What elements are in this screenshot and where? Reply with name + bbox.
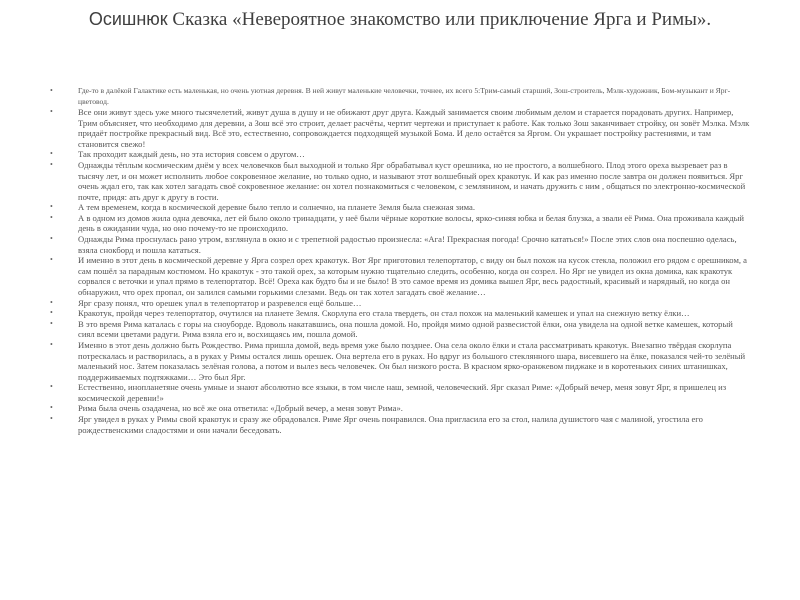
bullet-icon: • <box>50 340 53 350</box>
paragraph: • Естественно, инопланетяне очень умные и знают абсолютно все языки, в том числе наш, земной, человеческий. Ярг сказал Риме: «Добрый вечер, меня зовут Ярг, я пришелец из космической деревни!» <box>50 382 727 403</box>
page-title <box>40 6 760 33</box>
bullet-icon: • <box>50 403 53 413</box>
title-text: Сказка «Невероятное знакомство или приключение Ярга и Римы». <box>172 9 712 30</box>
paragraph: • Кракотук, пройдя через телепортатор, очутился на планете Земля. Скорлупа его стала твердеть, он стал похож на маленький камешек и упал на снежную ветку ёлки… <box>50 308 690 319</box>
paragraph: • Однажды тёплым космическим днём у всех человечков был выходной и только Ярг обрабатывал куст орешника, но не простого, а волшебного. Плод этого ореха вызревает раз в тысячу лет, и он может исполнить любое сокровенное желание, но только одно, и называют этот волшебный орех кракотук. И как раз именно после завтра он должен появиться. Ярг очень ждал его, так как хотел загадать своё сокровенное желание: он хотел познакомиться с человеком, с землянином, и начать дружить с ним , общаться по электронно-космической почте, придя: ать друг к другу в гости. <box>50 160 746 202</box>
bullet-icon: • <box>50 297 53 307</box>
paragraph: • А в одном из домов жила одна девочка, лет ей было около тринадцати, у неё были чёрные короткие волосы, ярко-синяя юбка и белая блузка, а звали её Рима. Она проживала каждый день в ожидании чуда, но оно почему-то не происходило. <box>50 212 744 234</box>
paragraph: • Ярг сразу понял, что орешек упал в телепортатор и разревелся ещё больше… <box>50 297 362 308</box>
paragraph: • Все они живут здесь уже много тысячелетий, живут душа в душу и не обижают друг друга. Каждый занимается своим любимым делом и старается порадовать других. Например, Трим объясняет, что необходимо для деревни, а Зош всё это строит, делает расчёты, чертит чертежи и приступает к работе. Как только Зош заканчивает стройку, он зовёт Мэлка. Мэлк придаёт постройке прекрасный вид. Всё это, естественно, сопровождается подходящей музыкой Бома. И дело остаётся за Яргом. Он украшает постройку растениями, и там становится свежо! <box>50 107 750 149</box>
bullet-icon: • <box>50 160 53 170</box>
bullet-icon: • <box>50 255 53 265</box>
title-author: Осишнюк <box>88 9 168 29</box>
paragraph: • В это время Рима каталась с горы на сноуборде. Вдоволь накатавшись, она пошла домой. Но, пройдя мимо одной развесистой ёлки, она увидела на одной ветке камешек, который сиял всеми цветами радуги. Рима взяла его и, восхищаясь им, пошла домой. <box>50 318 733 340</box>
story-body <box>48 86 750 435</box>
paragraph: • А тем временем, когда в космической деревне было тепло и солнечно, на планете Земля была снежная зима. <box>50 202 476 213</box>
paragraph: • Где-то в далёкой Галактике есть маленькая, но очень уютная деревня. В ней живут маленькие человечки, точнее, их всего 5:Трим-самый старший, Зош-строитель, Мэлк-художник, Бом-музыкант и Ярг-цветовод. <box>50 86 731 106</box>
bullet-icon: • <box>50 414 53 424</box>
paragraph: • Именно в этот день должно быть Рождество. Рима пришла домой, ведь время уже было позднее. Она села около ёлки и стала рассматривать кракотук. Внезапно твёрдая скорлупа потрескалась и растворилась, а в руках у Римы остался лишь орешек. Она вертела его в руках. Но вдруг из большого стеклянного шара, висевшего на ёлке, показался чей-то зелёный маленький нос. Затем показалась зелёная голова, а потом и вылез весь человечек. Он был низкого роста. В красном ярко-оранжевом пиджаке и в коротеньких синих штанишках, поддерживаемых подтяжками… Это был Ярг. <box>50 340 746 382</box>
paragraph: • Ярг увидел в руках у Римы свой кракотук и сразу же обрадовался. Риме Ярг очень понравился. Она пригласила его за стол, налила душистого чая с малиной, угостила его рождественскими сладостями и они начали беседовать. <box>50 414 703 435</box>
paragraph: • Рима была очень озадачена, но всё же она ответила: «Добрый вечер, а меня зовут Рима». <box>50 403 403 414</box>
paragraph: • И именно в этот день в космической деревне у Ярга созрел орех кракотук. Вот Ярг приготовил телепортатор, с виду он был похож на кусок стекла, положил его рядом с орешником, а сам пошёл за парадным костюмом. Но кракотук - это такой орех, за которым нужно тщательно следить, особенно, когда он созрел. Но Ярг не увидел из окна домика, как кракотук сорвался с веточки и упал прямо в телепортатор. Всё! Ореха как будто бы и не было! В это самое время из домика вышел Ярг, весь радостный, красивый и нарядный, но когда он обнаружил, что орех пропал, он залился самыми горькими слезами. Ведь он так хотел загадать своё желание… <box>50 255 747 297</box>
bullet-icon: • <box>50 86 53 95</box>
bullet-icon: • <box>50 202 53 212</box>
bullet-icon: • <box>50 212 53 222</box>
bullet-icon: • <box>50 382 53 392</box>
bullet-icon: • <box>50 107 53 117</box>
paragraph: • Так проходит каждый день, но эта история совсем о другом… <box>50 149 305 160</box>
bullet-icon: • <box>50 308 53 318</box>
paragraph: • Однажды Рима проснулась рано утром, взглянула в окно и с трепетной радостью произнесла: «Ага! Прекрасная погода! Срочно кататься!» После этих слов она поспешно оделась, взяла снокборд и пошла кататься. <box>50 234 737 255</box>
bullet-icon: • <box>50 149 53 159</box>
bullet-icon: • <box>50 234 53 244</box>
bullet-icon: • <box>50 318 53 328</box>
